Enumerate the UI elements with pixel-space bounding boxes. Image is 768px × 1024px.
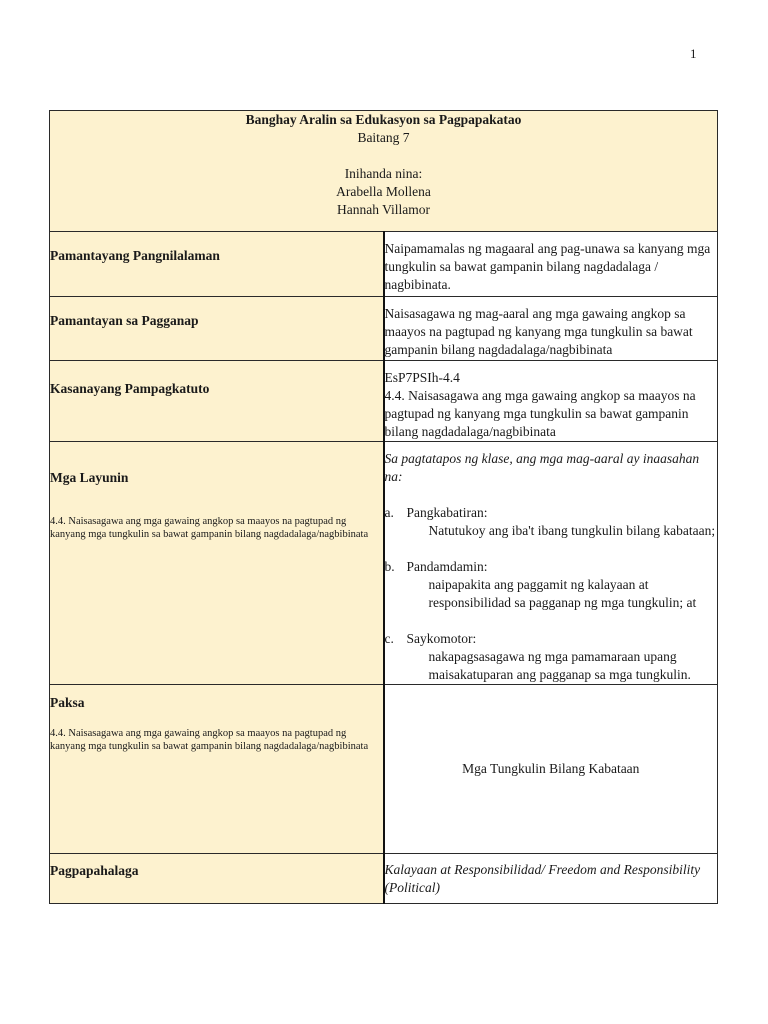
values-text: Kalayaan at Responsibilidad/ Freedom and Responsibility (Political) bbox=[384, 862, 701, 895]
competency-row bbox=[50, 361, 718, 442]
topic-sublabel: 4.4. Naisasagawa ang mga gawaing angkop sa maayos na pagtupad ng kanyang mga tungkulin sa bawat gampanin bilang nagdadalaga/nagbibinata bbox=[50, 728, 369, 752]
row-label-cell bbox=[50, 854, 384, 904]
header-cell bbox=[50, 111, 718, 232]
objective-detail: Natutukoy ang iba't ibang tungkulin bilang kabataan; bbox=[428, 523, 716, 538]
author-name: Arabella Mollena bbox=[336, 184, 431, 199]
author-name: Hannah Villamor bbox=[336, 202, 431, 217]
objective-domain: Pangkabatiran: bbox=[406, 505, 488, 520]
row-label-cell bbox=[50, 685, 384, 854]
objective-detail: nakapagsasagawa ng mga pamamaraan upang maisakatuparan ang pagganap sa mga tungkulin. bbox=[428, 649, 691, 682]
objectives-label: Mga Layunin bbox=[50, 470, 129, 485]
objective-item bbox=[385, 504, 718, 540]
content-standard-cell bbox=[384, 232, 718, 297]
topic-cell bbox=[384, 685, 718, 854]
content-standard-label: Pamantayang Pangnilalaman bbox=[50, 248, 220, 263]
values-label: Pagpapahalaga bbox=[50, 863, 139, 878]
prepared-by-label: Inihanda nina: bbox=[344, 166, 423, 181]
performance-standard-text: Naisasagawa ng mag-aaral ang mga gawaing angkop sa maayos na pagtupad ng kanyang mga tungkulin sa bawat gampanin bilang nagdadalaga/nagbibinata bbox=[384, 306, 693, 357]
content-standard-text: Naipamamalas ng magaaral ang pag-unawa sa kanyang mga tungkulin sa bawat gampanin bilang nagdadalaga / nagbibinata. bbox=[384, 241, 711, 292]
objective-domain: Saykomotor: bbox=[406, 631, 477, 646]
row-label-cell bbox=[50, 442, 384, 685]
row-label-cell bbox=[50, 297, 384, 361]
competency-label: Kasanayang Pampagkatuto bbox=[50, 381, 210, 396]
competency-cell bbox=[384, 361, 718, 442]
topic-label: Paksa bbox=[50, 695, 85, 710]
objective-item bbox=[385, 558, 718, 612]
objective-letter: a. bbox=[384, 505, 394, 520]
content-standard-row bbox=[50, 232, 718, 297]
competency-text: 4.4. Naisasagawa ang mga gawaing angkop sa maayos na pagtupad ng kanyang mga tungkulin sa bawat gampanin bilang nagdadalaga/nagbibinata bbox=[384, 388, 696, 439]
performance-standard-cell bbox=[384, 297, 718, 361]
lesson-plan-table bbox=[49, 110, 718, 904]
objectives-row bbox=[50, 442, 718, 685]
document-title: Banghay Aralin sa Edukasyon sa Pagpapakatao bbox=[245, 112, 522, 127]
objective-item bbox=[385, 630, 718, 684]
topic-text: Mga Tungkulin Bilang Kabataan bbox=[462, 761, 640, 776]
topic-row bbox=[50, 685, 718, 854]
row-label-cell bbox=[50, 361, 384, 442]
objective-letter: c. bbox=[384, 631, 394, 646]
performance-standard-row bbox=[50, 297, 718, 361]
row-label-cell bbox=[50, 232, 384, 297]
values-row bbox=[50, 854, 718, 904]
objectives-sublabel: 4.4. Naisasagawa ang mga gawaing angkop sa maayos na pagtupad ng kanyang mga tungkulin sa bawat gampanin bilang nagdadalaga/nagbibinata bbox=[50, 516, 369, 540]
grade-level: Baitang 7 bbox=[357, 130, 410, 145]
objective-letter: b. bbox=[384, 559, 395, 574]
header-row bbox=[50, 111, 718, 232]
objective-domain: Pandamdamin: bbox=[406, 559, 488, 574]
competency-code: EsP7PSIh-4.4 bbox=[384, 370, 460, 385]
objectives-intro: Sa pagtatapos ng klase, ang mga mag-aaral ay inaasahan na: bbox=[384, 451, 700, 484]
values-cell bbox=[384, 854, 718, 904]
performance-standard-label: Pamantayan sa Pagganap bbox=[50, 313, 199, 328]
page-number: 1 bbox=[690, 46, 697, 61]
objectives-cell bbox=[384, 442, 718, 685]
objective-detail: naipapakita ang paggamit ng kalayaan at responsibilidad sa pagganap ng mga tungkulin; at bbox=[428, 577, 697, 610]
